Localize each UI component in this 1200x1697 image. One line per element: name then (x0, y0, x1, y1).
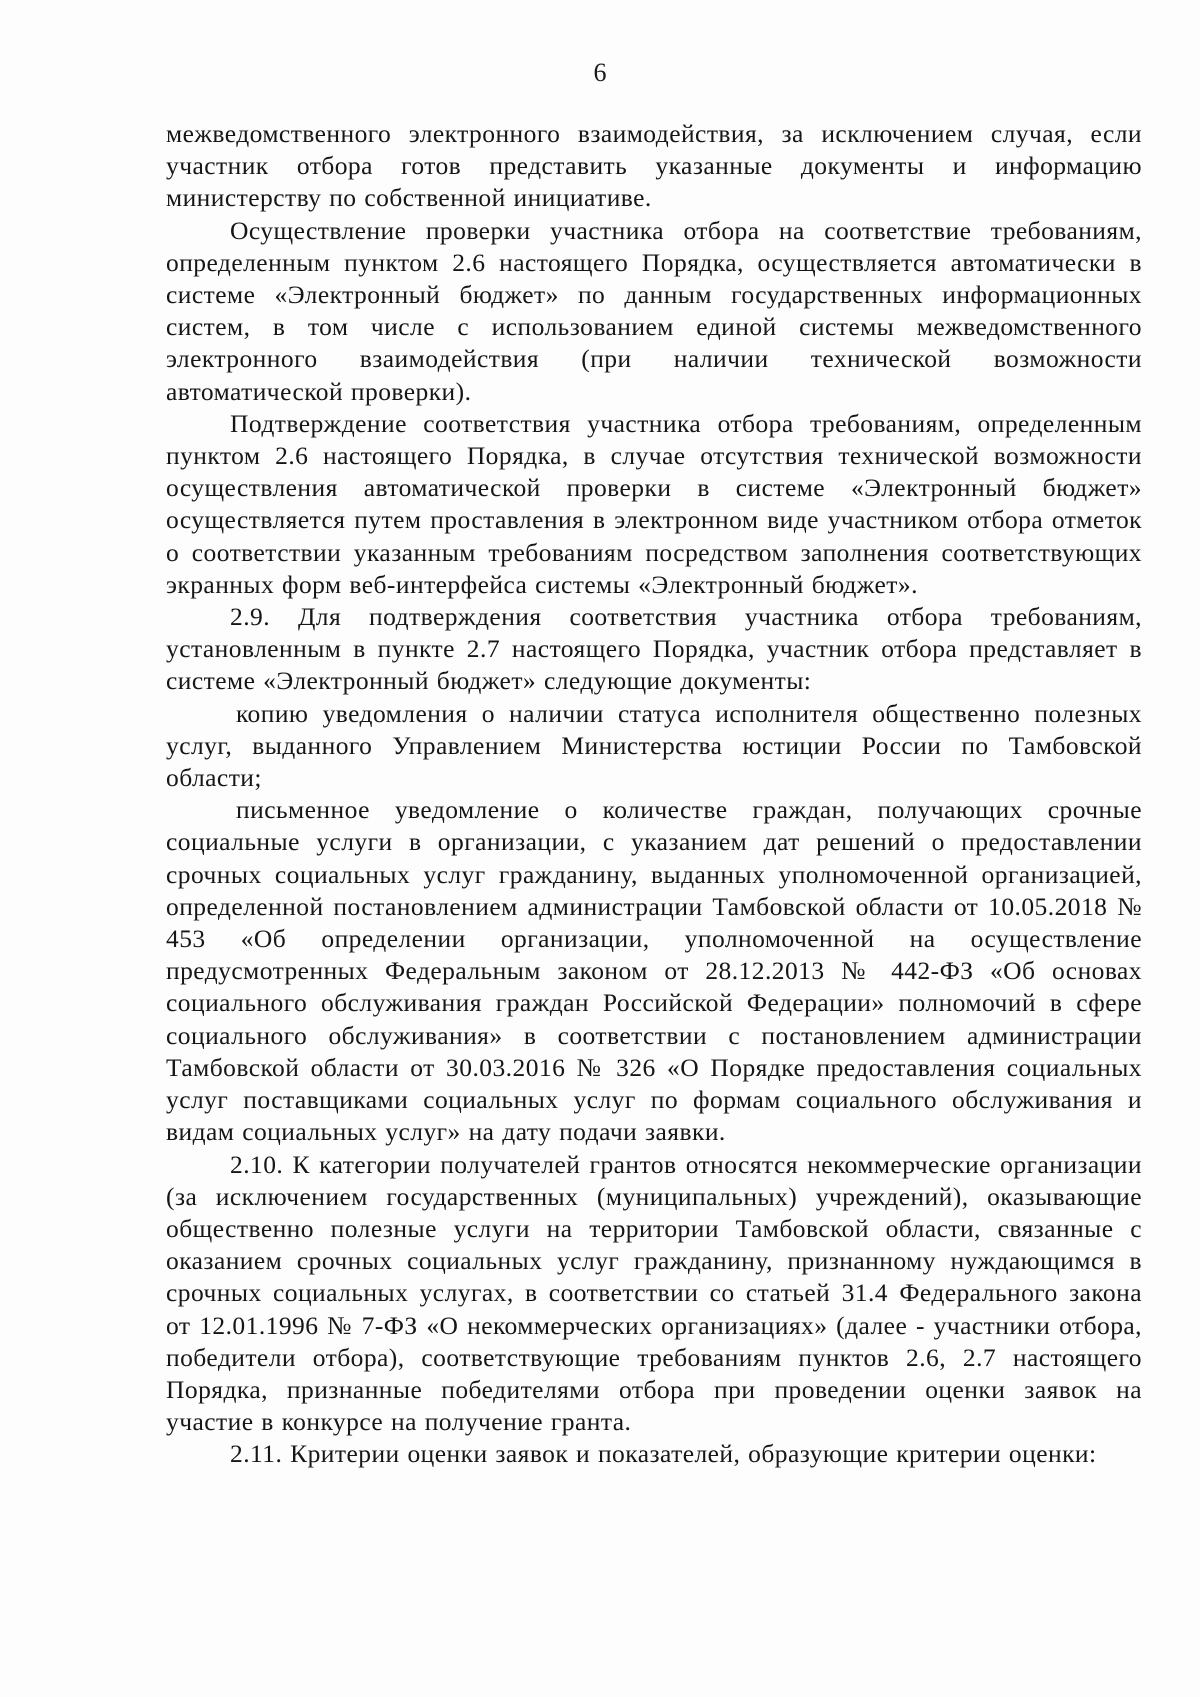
paragraph-2-10: 2.10. К категории получателей грантов относятся некоммерческие организации (за исключением государственных (муниципальных) учреждений), оказывающие общественно полезные услуги на территории Тамбовской области, связанные с оказанием срочных социальных услуг гражданину, признанному нуждающимся в срочных социальных услугах, в соответствии со статьей 31.4 Федерального закона от 12.01.1996 № 7-ФЗ «О некоммерческих организациях» (далее - участники отбора, победители отбора), соответствующие требованиям пунктов 2.6, 2.7 настоящего Порядка, признанные победителями отбора при проведении оценки заявок на участие в конкурсе на получение гранта. (166, 1149, 1142, 1437)
paragraph-verification: Осуществление проверки участника отбора на соответствие требованиям, определенным пунктом 2.6 настоящего Порядка, осуществляется автоматически в системе «Электронный бюджет» по данным государственных информационных систем, в том числе с использованием единой системы межведомственного электронного взаимодействия (при наличии технической возможности автоматической проверки). (166, 215, 1142, 406)
paragraph-confirmation: Подтверждение соответствия участника отбора требованиям, определенным пунктом 2.6 настоящего Порядка, в случае отсутствия технической возможности осуществления автоматической проверки в системе «Электронный бюджет» осуществляется путем проставления в электронном виде участником отбора отметок о соответствии указанным требованиям посредством заполнения соответствующих экранных форм веб-интерфейса системы «Электронный бюджет». (166, 408, 1142, 599)
document-body (166, 118, 1142, 1471)
list-item-written-notice: письменное уведомление о количестве граждан, получающих срочные социальные услуги в организации, с указанием дат решений о предоставлении срочных социальных услуг гражданину, выданных уполномоченной организацией, определенной постановлением администрации Тамбовской области от 10.05.2018 № 453 «Об определении организации, уполномоченной на осуществление предусмотренных Федеральным законом от 28.12.2013 № 442-ФЗ «Об основах социального обслуживания граждан Российской Федерации» полномочий в сфере социального обслуживания» в соответствии с постановлением администрации Тамбовской области от 30.03.2016 № 326 «О Порядке предоставления социальных услуг поставщиками социальных услуг по формам социального обслуживания и видам социальных услуг» на дату подачи заявки. (166, 795, 1142, 1147)
page-number: 6 (593, 58, 607, 87)
paragraph-2-11: 2.11. Критерии оценки заявок и показателей, образующие критерии оценки: (230, 1439, 1097, 1469)
paragraph-2-9: 2.9. Для подтверждения соответствия участника отбора требованиям, установленным в пункте 2.7 настоящего Порядка, участник отбора представляет в системе «Электронный бюджет» следующие документы: (166, 602, 1142, 696)
paragraph-continuation: межведомственного электронного взаимодействия, за исключением случая, если участник отбора готов представить указанные документы и информацию министерству по собственной инициативе. (166, 119, 1142, 213)
list-item-notice-copy: копию уведомления о наличии статуса исполнителя общественно полезных услуг, выданного Управлением Министерства юстиции России по Тамбовской области; (166, 698, 1142, 793)
